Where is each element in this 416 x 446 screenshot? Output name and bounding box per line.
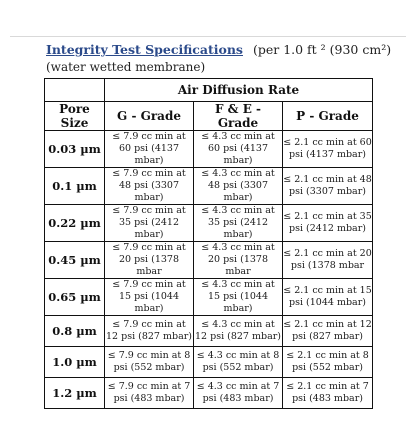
g-grade-cell: ≤ 7.9 cc min at 12 psi (827 mbar)	[105, 316, 194, 347]
column-header-p-grade: P - Grade	[283, 102, 373, 131]
g-grade-cell: ≤ 7.9 cc min at 60 psi (4137 mbar)	[105, 131, 194, 168]
g-grade-cell: ≤ 7.9 cc min at 35 psi (2412 mbar)	[105, 205, 194, 242]
p-grade-cell: ≤ 2.1 cc min at 35 psi (2412 mbar)	[283, 205, 373, 242]
table-row	[45, 378, 373, 409]
header-blank	[45, 79, 105, 102]
p-grade-cell: ≤ 2.1 cc min at 8 psi (552 mbar)	[283, 347, 373, 378]
pore-size-cell: 1.0 µm	[45, 347, 105, 378]
p-grade-cell: ≤ 2.1 cc min at 15 psi (1044 mbar)	[283, 279, 373, 316]
heading-title: Integrity Test Specifications	[46, 42, 243, 57]
pore-size-cell: 0.22 µm	[45, 205, 105, 242]
pore-size-cell: 0.1 µm	[45, 168, 105, 205]
table-row	[45, 347, 373, 378]
column-header-fe-grade: F & E - Grade	[194, 102, 283, 131]
top-divider	[10, 36, 406, 37]
column-header-pore-size: Pore Size	[45, 102, 105, 131]
g-grade-cell: ≤ 7.9 cc min at 20 psi (1378 mbar	[105, 242, 194, 279]
fe-grade-cell: ≤ 4.3 cc min at 20 psi (1378 mbar	[194, 242, 283, 279]
column-header-g-grade: G - Grade	[105, 102, 194, 131]
integrity-spec-table	[44, 78, 373, 409]
pore-size-cell: 0.03 µm	[45, 131, 105, 168]
table-row	[45, 168, 373, 205]
pore-size-cell: 0.8 µm	[45, 316, 105, 347]
table-row	[45, 316, 373, 347]
heading-note: (water wetted membrane)	[46, 60, 206, 74]
fe-grade-cell: ≤ 4.3 cc min at 15 psi (1044 mbar)	[194, 279, 283, 316]
fe-grade-cell: ≤ 4.3 cc min at 35 psi (2412 mbar)	[194, 205, 283, 242]
pore-size-cell: 0.65 µm	[45, 279, 105, 316]
g-grade-cell: ≤ 7.9 cc min at 15 psi (1044 mbar)	[105, 279, 194, 316]
p-grade-cell: ≤ 2.1 cc min at 60 psi (4137 mbar)	[283, 131, 373, 168]
fe-grade-cell: ≤ 4.3 cc min at 48 psi (3307 mbar)	[194, 168, 283, 205]
fe-grade-cell: ≤ 4.3 cc min at 7 psi (483 mbar)	[194, 378, 283, 409]
g-grade-cell: ≤ 7.9 cc min at 8 psi (552 mbar)	[105, 347, 194, 378]
fe-grade-cell: ≤ 4.3 cc min at 60 psi (4137 mbar)	[194, 131, 283, 168]
fe-grade-cell: ≤ 4.3 cc min at 8 psi (552 mbar)	[194, 347, 283, 378]
page-heading	[46, 42, 391, 58]
g-grade-cell: ≤ 7.9 cc min at 7 psi (483 mbar)	[105, 378, 194, 409]
group-header-air-diffusion-rate: Air Diffusion Rate	[105, 79, 373, 102]
pore-size-cell: 0.45 µm	[45, 242, 105, 279]
table-row	[45, 205, 373, 242]
p-grade-cell: ≤ 2.1 cc min at 20 psi (1378 mbar	[283, 242, 373, 279]
p-grade-cell: ≤ 2.1 cc min at 7 psi (483 mbar)	[283, 378, 373, 409]
table-row	[45, 279, 373, 316]
p-grade-cell: ≤ 2.1 cc min at 12 psi (827 mbar)	[283, 316, 373, 347]
heading-subtitle: (per 1.0 ft ² (930 cm²)	[252, 42, 392, 57]
p-grade-cell: ≤ 2.1 cc min at 48 psi (3307 mbar)	[283, 168, 373, 205]
fe-grade-cell: ≤ 4.3 cc min at 12 psi (827 mbar)	[194, 316, 283, 347]
table-row	[45, 131, 373, 168]
g-grade-cell: ≤ 7.9 cc min at 48 psi (3307 mbar)	[105, 168, 194, 205]
table-row	[45, 242, 373, 279]
pore-size-cell: 1.2 µm	[45, 378, 105, 409]
